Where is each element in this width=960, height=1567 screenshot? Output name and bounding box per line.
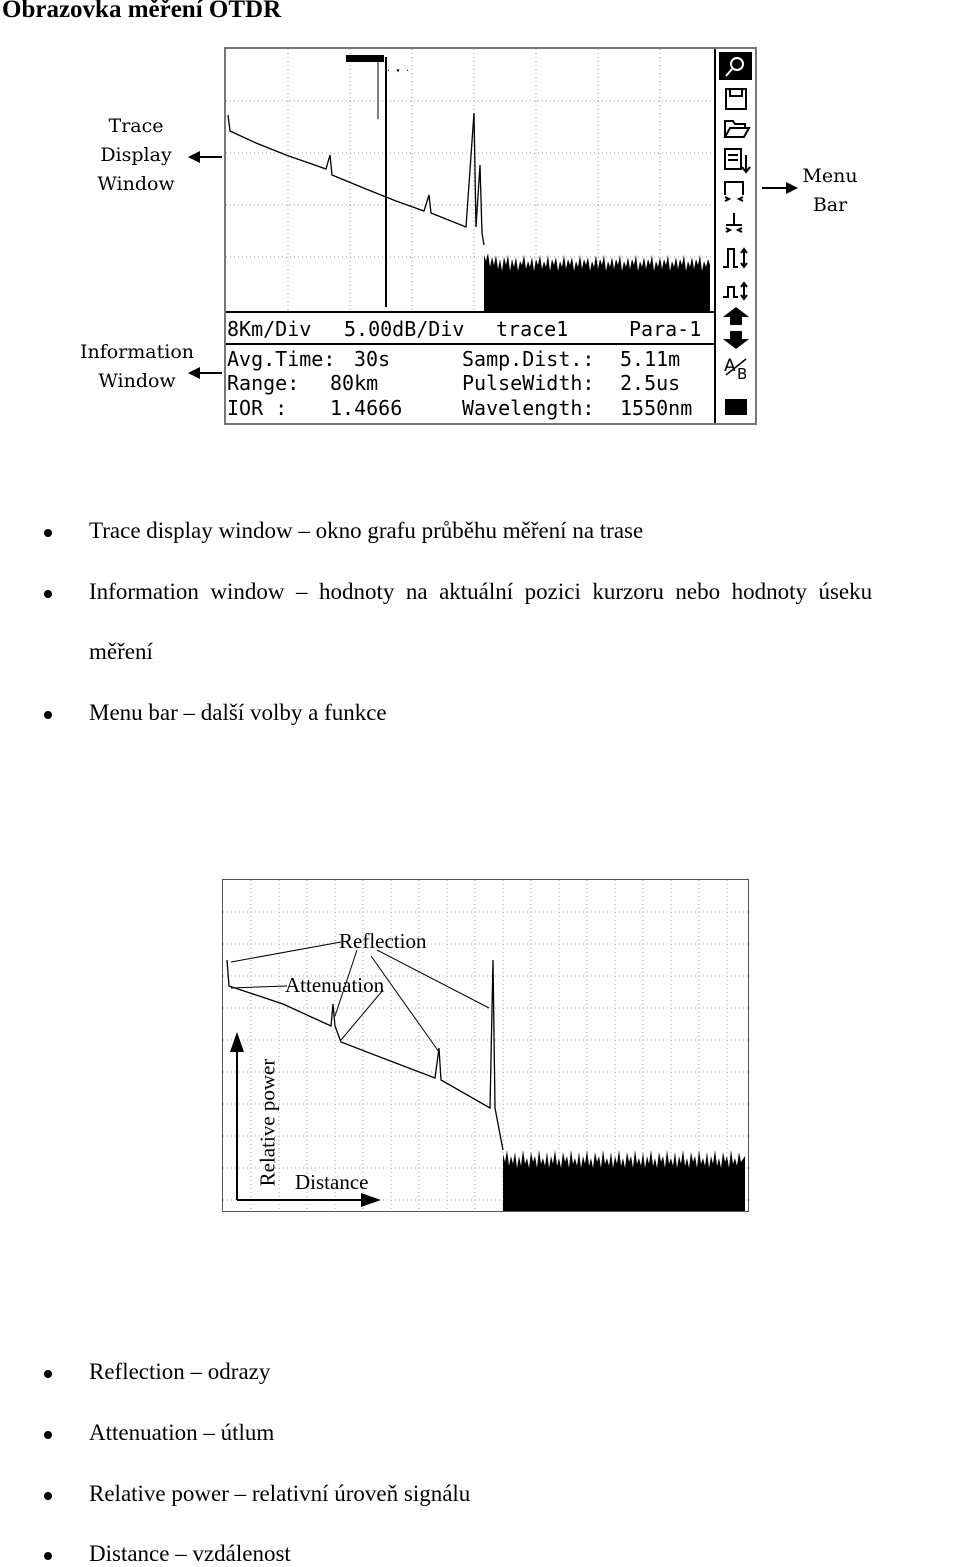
wavelength-label: Wavelength: — [462, 396, 595, 420]
list-item-text: Distance – vzdálenost — [89, 1541, 291, 1566]
avg-time-value: 30s — [354, 347, 391, 371]
scale-y: 5.00dB/Div — [344, 317, 465, 341]
trace-diagram — [222, 879, 749, 1212]
screen-icon[interactable] — [725, 399, 747, 415]
small-pulse-icon[interactable] — [723, 283, 747, 299]
list-down-icon[interactable] — [725, 149, 750, 172]
list-item-text: Trace display window – okno grafu průběhu měření na trase — [89, 518, 644, 543]
list-item-text: Menu bar – další volby a funkce — [89, 700, 387, 725]
menu-bar — [716, 49, 755, 423]
bullet-icon — [44, 590, 52, 598]
samp-dist-label: Samp.Dist.: — [462, 347, 595, 371]
bullet-icon — [44, 1370, 52, 1378]
scale-x: 8Km/Div — [227, 317, 312, 341]
samp-dist-value: 5.11m — [620, 347, 681, 371]
range-label: Range: — [227, 371, 300, 395]
callout-line: Display — [100, 144, 172, 166]
bullet-icon — [44, 1431, 52, 1439]
tools-icon[interactable] — [719, 52, 752, 80]
svg-text:A: A — [724, 356, 736, 376]
list-item-text: Reflection – odrazy — [89, 1359, 271, 1384]
wavelength-value: 1550nm — [620, 396, 693, 420]
trace-name: trace1 — [496, 317, 569, 341]
trace-diagram-graphic — [223, 880, 748, 1211]
svg-text:· ▾ ·: · ▾ · — [386, 66, 411, 75]
callout-line: Window — [98, 370, 176, 392]
divider — [226, 343, 716, 345]
reflection-label: Reflection — [339, 929, 427, 953]
list-item-text: Relative power – relativní úroveň signálu — [89, 1481, 471, 1506]
save-icon[interactable] — [726, 89, 746, 109]
distance-label: Distance — [295, 1170, 369, 1194]
page-title: Obrazovka měření OTDR — [2, 0, 282, 23]
callout-line: Trace — [108, 115, 164, 137]
callout-line: Information — [79, 341, 195, 363]
svg-text:B: B — [737, 365, 748, 383]
ior-label: IOR : — [227, 396, 288, 420]
pulse-width-value: 2.5us — [620, 371, 681, 395]
pulse-width-label: PulseWidth: — [462, 371, 595, 395]
bullet-icon — [44, 1492, 52, 1500]
list-item-text: měření — [89, 639, 153, 664]
bullet-icon — [44, 711, 52, 719]
ab-icon[interactable] — [724, 356, 747, 383]
bullet-icon — [44, 1552, 52, 1560]
callout-line: Bar — [812, 194, 848, 216]
avg-time-label: Avg.Time: — [227, 347, 336, 371]
range-value: 80km — [330, 371, 379, 395]
marker-icon[interactable] — [726, 213, 742, 232]
callout-line: Menu — [802, 165, 858, 187]
callout-line: Window — [97, 173, 175, 195]
trace-display-window — [226, 49, 716, 311]
bullet-icon — [44, 529, 52, 537]
list-item-text: Attenuation – útlum — [89, 1420, 275, 1445]
attenuation-label: Attenuation — [285, 973, 385, 997]
list-item-text: Information window – hodnoty na aktuální pozici kurzoru nebo hodnoty úseku — [89, 579, 873, 604]
arrow-down-icon[interactable] — [723, 331, 749, 349]
ior-value: 1.4666 — [330, 396, 403, 420]
arrow-up-icon[interactable] — [723, 307, 749, 325]
para-name: Para-1 — [629, 317, 702, 341]
relative-power-label: Relative power — [255, 1058, 280, 1187]
open-folder-icon[interactable] — [725, 121, 749, 137]
information-window — [226, 313, 716, 423]
pulse-vertical-icon[interactable] — [723, 249, 747, 267]
pulse-icon[interactable] — [725, 182, 743, 201]
otdr-screen — [224, 47, 757, 425]
